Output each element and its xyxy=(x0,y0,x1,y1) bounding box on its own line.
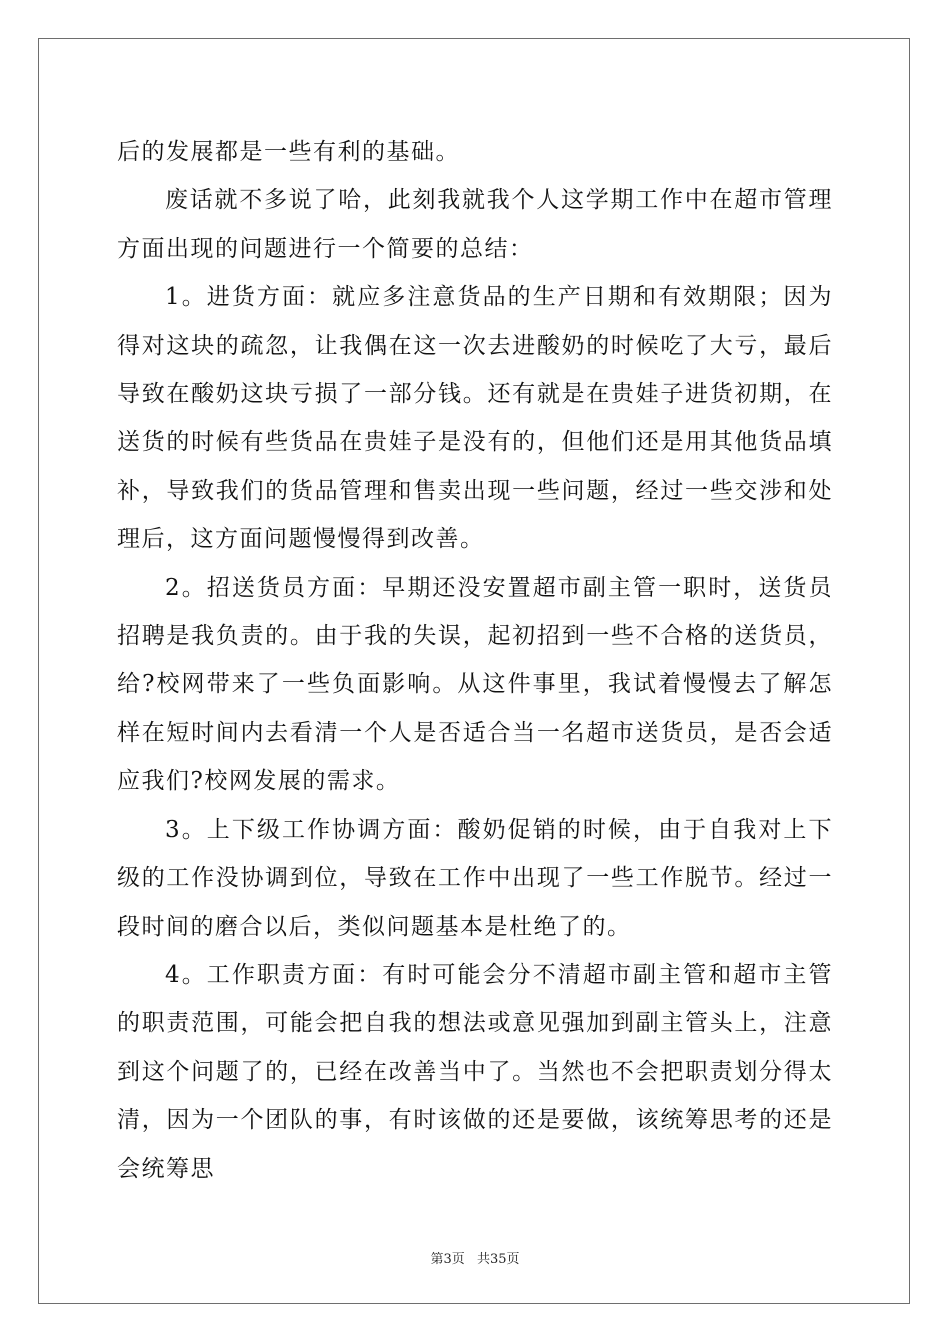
paragraph-continuation: 后的发展都是一些有利的基础。 xyxy=(117,139,460,165)
page-footer xyxy=(0,1248,950,1267)
paragraph-intro: 废话就不多说了哈，此刻我就我个人这学期工作中在超市管理方面出现的问题进行一个简要的总结： xyxy=(117,187,833,262)
page-total: 共35页 xyxy=(476,1252,520,1267)
page-number: 第3页 xyxy=(430,1252,465,1267)
paragraph-item-1: 1。进货方面：就应多注意货品的生产日期和有效期限；因为得对这块的疏忽，让我偶在这一次去进酸奶的时候吃了大亏，最后导致在酸奶这块亏损了一部分钱。还有就是在贵娃子进货初期，在送货的时候有些货品在贵娃子是没有的，但他们还是用其他货品填补，导致我们的货品管理和售卖出现一些问题，经过一些交涉和处理后，这方面问题慢慢得到改善。 xyxy=(117,284,833,553)
document-body xyxy=(117,128,833,1193)
paragraph-item-3: 3。上下级工作协调方面：酸奶促销的时候，由于自我对上下级的工作没协调到位，导致在工作中出现了一些工作脱节。经过一段时间的磨合以后，类似问题基本是杜绝了的。 xyxy=(117,816,833,940)
paragraph-item-4: 4。工作职责方面：有时可能会分不清超市副主管和超市主管的职责范围，可能会把自我的想法或意见强加到副主管头上，注意到这个问题了的，已经在改善当中了。当然也不会把职责划分得太清，因为一个团队的事，有时该做的还是要做，该统筹思考的还是会统筹思 xyxy=(117,961,833,1182)
paragraph-item-2: 2。招送货员方面：早期还没安置超市副主管一职时，送货员招聘是我负责的。由于我的失误，起初招到一些不合格的送货员，给?校网带来了一些负面影响。从这件事里，我试着慢慢去了解怎样在短时间内去看清一个人是否适合当一名超市送货员，是否会适应我们?校网发展的需求。 xyxy=(117,574,833,795)
